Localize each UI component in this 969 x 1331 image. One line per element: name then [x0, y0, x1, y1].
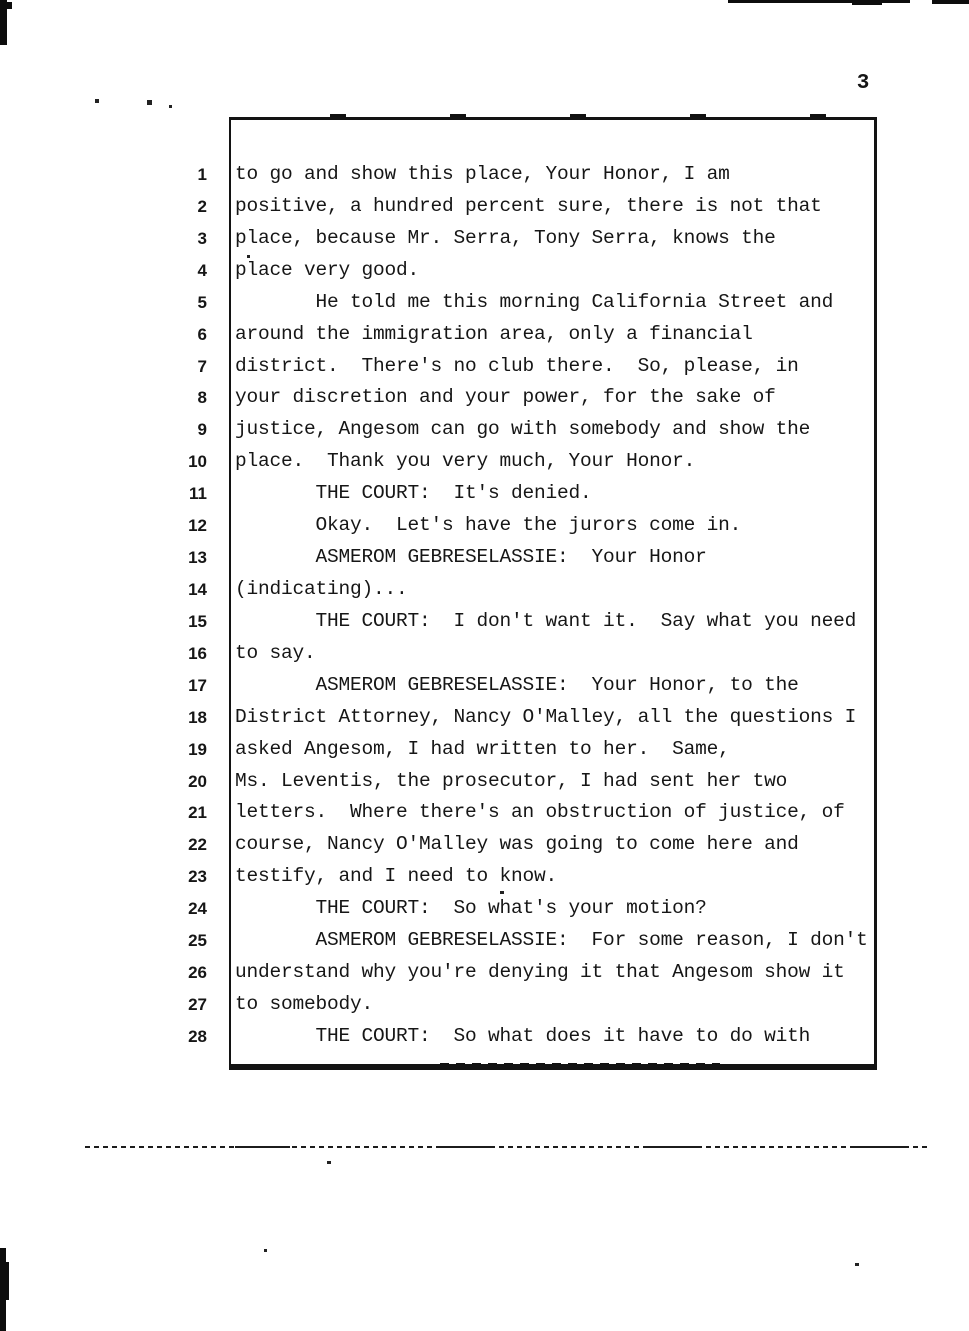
transcript-line [150, 861, 874, 893]
line-text: to go and show this place, Your Honor, I am [235, 163, 730, 185]
transcript-line [150, 574, 874, 606]
line-number: 10 [188, 452, 207, 472]
line-number: 2 [197, 196, 207, 216]
transcript-line [150, 670, 874, 702]
scan-mark-top-edge-right [932, 0, 969, 4]
transcript-line [150, 638, 874, 670]
line-number: 25 [188, 931, 207, 951]
line-number: 6 [197, 324, 207, 344]
line-number: 7 [197, 356, 207, 376]
transcript-line [150, 446, 874, 478]
line-text: place, because Mr. Serra, Tony Serra, knows the [235, 226, 776, 249]
speck [147, 100, 152, 105]
line-number: 8 [197, 388, 207, 408]
line-number: 26 [188, 963, 207, 983]
line-text: THE COURT: So what does it have to do with [235, 1024, 811, 1047]
line-text: justice, Angesom can go with somebody and show the [235, 418, 811, 441]
line-text: to say. [235, 641, 316, 664]
line-text: letters. Where there's an obstruction of justice, of [235, 801, 845, 824]
line-text: course, Nancy O'Malley was going to come here and [235, 833, 799, 856]
separator-dashed-line [85, 1146, 930, 1148]
line-text: (indicating)... [235, 577, 408, 600]
line-text: to somebody. [235, 992, 374, 1015]
transcript-line [150, 382, 874, 414]
line-text: ASMEROM GEBRESELASSIE: For some reason, I don't [235, 929, 868, 952]
scan-mark-top-edge [728, 0, 910, 3]
transcript-line [150, 287, 874, 319]
speck [95, 99, 99, 103]
line-text: around the immigration area, only a financial [235, 322, 753, 345]
scan-mark-top-edge-blob [852, 0, 882, 5]
line-number: 1 [197, 165, 207, 184]
line-number: 18 [188, 707, 207, 727]
transcript-line [150, 957, 874, 989]
line-text: positive, a hundred percent sure, there is not that [235, 194, 822, 217]
line-text: Okay. Let's have the jurors come in. [235, 514, 742, 537]
transcript-line [150, 1021, 874, 1053]
line-text: THE COURT: It's denied. [235, 482, 592, 505]
transcript-line [150, 797, 874, 829]
line-number: 16 [188, 643, 207, 663]
transcript-line [150, 766, 874, 798]
transcript-line [150, 702, 874, 734]
line-number: 9 [197, 420, 207, 440]
line-text: asked Angesom, I had written to her. Same, [235, 737, 730, 760]
line-number: 5 [197, 292, 207, 312]
transcript-line [150, 510, 874, 542]
line-number: 4 [197, 260, 207, 280]
transcript-line [150, 542, 874, 574]
line-text: your discretion and your power, for the sake of [235, 386, 776, 409]
line-text: ASMEROM GEBRESELASSIE: Your Honor, to the [235, 673, 799, 696]
transcript-line [150, 606, 874, 638]
line-number: 27 [188, 994, 207, 1014]
line-number: 24 [188, 899, 207, 919]
speck [264, 1249, 267, 1252]
line-number: 17 [188, 675, 207, 695]
line-number: 28 [188, 1026, 207, 1046]
line-text: place very good. [235, 258, 420, 281]
transcript-line [150, 989, 874, 1021]
transcript-line [150, 414, 874, 446]
line-text: district. There's no club there. So, please, in [235, 354, 799, 377]
transcript-line [150, 925, 874, 957]
transcript-line [150, 223, 874, 255]
line-text: District Attorney, Nancy O'Malley, all the questions I [235, 705, 857, 728]
transcript-line [150, 191, 874, 223]
line-number: 15 [188, 611, 207, 631]
transcript-body [150, 159, 874, 1053]
line-text: ASMEROM GEBRESELASSIE: Your Honor [235, 546, 707, 569]
transcript-line [150, 351, 874, 383]
scan-mark-bottom-left-bump [0, 1262, 9, 1300]
transcript-line [150, 829, 874, 861]
line-text: understand why you're denying it that Angesom show it [235, 961, 845, 984]
transcript-line [150, 478, 874, 510]
line-number: 20 [188, 771, 207, 791]
line-text: He told me this morning California Street and [235, 290, 834, 313]
transcript-line [150, 255, 874, 287]
speck [855, 1263, 859, 1266]
line-text: place. Thank you very much, Your Honor. [235, 450, 696, 473]
line-text: THE COURT: I don't want it. Say what you need [235, 609, 857, 632]
line-number: 11 [189, 484, 207, 504]
line-number: 23 [188, 867, 207, 887]
line-text: Ms. Leventis, the prosecutor, I had sent her two [235, 769, 788, 792]
line-number: 13 [188, 548, 207, 568]
transcript-line [150, 319, 874, 351]
line-number: 22 [188, 835, 207, 855]
page-number: 3 [856, 72, 870, 95]
transcript-line [150, 159, 874, 191]
speck [169, 105, 172, 108]
line-number: 19 [188, 739, 207, 759]
scan-mark-top-left-dot [7, 2, 12, 9]
speck [327, 1161, 331, 1164]
line-number: 3 [197, 228, 207, 248]
line-text: THE COURT: So what's your motion? [235, 897, 707, 920]
line-text: testify, and I need to know. [235, 865, 558, 888]
scan-mark-top-left [0, 0, 7, 45]
line-number: 12 [188, 516, 207, 536]
transcript-line [150, 734, 874, 766]
line-number: 21 [188, 803, 207, 823]
transcript-line [150, 893, 874, 925]
line-number: 14 [188, 579, 207, 599]
